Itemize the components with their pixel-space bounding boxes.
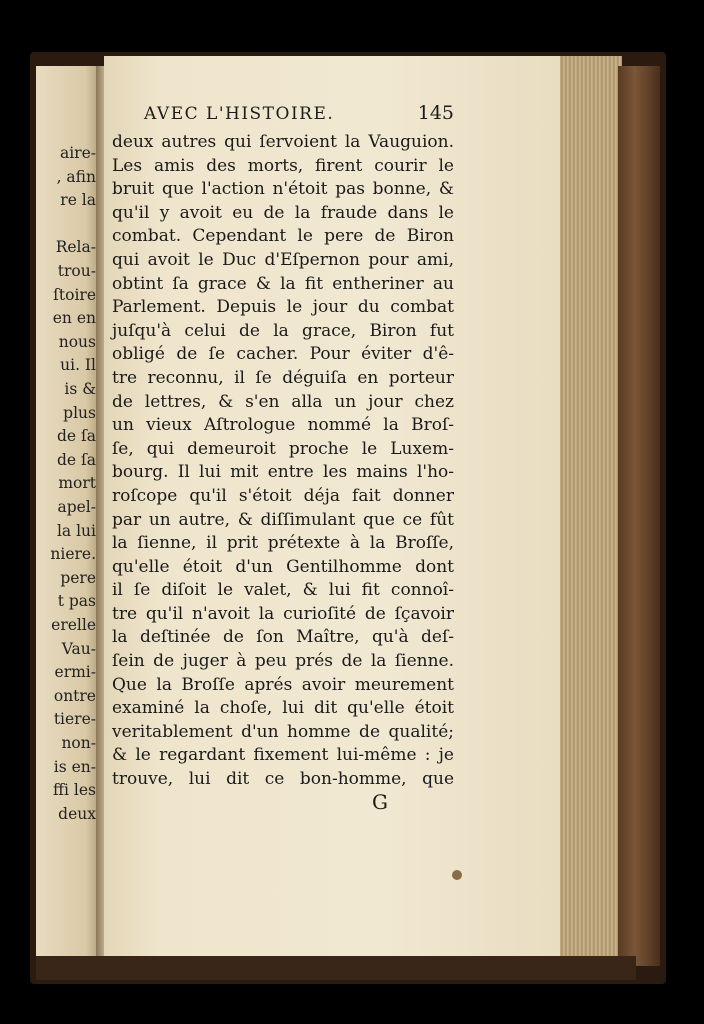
text-line: tre reconnu, il ſe déguiſa en porteur — [112, 367, 454, 388]
text-line: bourg. Il lui mit entre les mains l'ho- — [112, 462, 454, 483]
left-page-fragment: mort — [58, 474, 96, 493]
text-line: qu'elle étoit d'un Gentilhomme dont — [112, 556, 454, 577]
left-page-fragment: ffi les — [53, 781, 96, 800]
left-page-fragment: pere — [60, 568, 96, 587]
left-page-fragment: is en- — [53, 757, 96, 776]
text-line: obligé de ſe cacher. Pour éviter d'ê- — [112, 344, 454, 365]
left-page-fragment: re la — [60, 191, 96, 210]
text-line: de lettres, & s'en alla un jour chez — [112, 391, 454, 412]
left-page-fragment: erelle — [51, 616, 96, 634]
left-page-fragment: ſtoire — [53, 285, 96, 304]
left-page-fragment: trou- — [57, 262, 96, 280]
text-line: trouve, lui dit ce bon-homme, que — [112, 769, 454, 790]
left-page-fragment: de ſa — [57, 450, 96, 469]
left-page-fragment: apel- — [57, 498, 96, 516]
text-line: la ſienne, il prit prétexte à la Broſſe, — [112, 533, 454, 554]
text-line: Parlement. Depuis le jour du combat — [112, 297, 454, 318]
text-line: ſein de juger à peu prés de la ſienne. — [112, 651, 454, 672]
running-title: AVEC L'HISTOIRE. — [144, 104, 335, 124]
text-line: combat. Cependant le pere de Biron — [112, 226, 454, 247]
text-line: la deſtinée de ſon Maître, qu'à deſ- — [112, 627, 454, 648]
left-page-fragment: deux — [58, 804, 96, 823]
left-page-fragment: non- — [61, 734, 96, 752]
left-page-fragment: ui. Il — [60, 356, 96, 375]
left-page-fragment: ontre — [53, 686, 96, 705]
text-line: il ſe diſoit le valet, & lui fit connoî- — [112, 580, 454, 601]
page-edges — [560, 56, 622, 962]
text-line: qu'il y avoit eu de la fraude dans le — [112, 202, 454, 223]
text-line: veritablement d'un homme de qualité; — [112, 721, 454, 742]
text-line: Les amis des morts, firent courir le — [112, 155, 454, 176]
book-spine — [618, 66, 660, 966]
text-line: & le regardant fixement lui-même : je — [112, 745, 454, 766]
text-line: obtint ſa grace & la fit entheriner au — [112, 273, 454, 294]
text-line: bruit que l'action n'étoit pas bonne, & — [112, 179, 454, 200]
text-line: Que la Broſſe aprés avoir meurement — [112, 674, 454, 695]
left-page-fragment: t pas — [57, 592, 96, 611]
text-line: ſe, qui demeuroit proche le Luxem- — [112, 438, 454, 459]
text-line: roſcope qu'il s'étoit déja fait donner — [112, 485, 454, 506]
left-page-fragment: aire- — [59, 144, 96, 162]
left-page-fragment: nous — [58, 332, 96, 351]
text-line: un vieux Aſtrologue nommé la Broſ- — [112, 415, 454, 436]
ink-spot — [452, 870, 462, 880]
body-text — [112, 131, 454, 792]
running-header — [104, 104, 454, 134]
left-page — [36, 66, 98, 958]
left-page-fragment: , afin — [56, 167, 96, 186]
left-page-fragment: is & — [64, 380, 96, 398]
left-page-fragment: Rela- — [55, 238, 96, 257]
text-line: examiné la choſe, lui dit qu'elle étoit — [112, 698, 454, 719]
text-line: tre qu'il n'avoit la curioſité de ſçavoir — [112, 603, 454, 624]
left-page-fragment: en en — [52, 309, 96, 328]
text-line: juſqu'à celui de la grace, Biron fut — [112, 320, 454, 341]
text-line: deux autres qui ſervoient la Vauguion. — [112, 132, 454, 152]
page-number: 145 — [417, 102, 454, 124]
left-page-fragment: la lui — [56, 521, 96, 540]
left-page-fragment: niere. — [50, 545, 96, 564]
text-line: par un autre, & diſſimulant que ce fût — [112, 509, 454, 530]
left-page-fragment: ermi- — [54, 663, 96, 682]
left-page-fragment: tiere- — [53, 710, 96, 729]
left-page-fragment: plus — [63, 403, 96, 422]
book-bottom-edge — [36, 956, 636, 980]
left-page-fragment: Vau- — [61, 639, 96, 658]
signature-mark: G — [372, 790, 388, 814]
text-line: qui avoit le Duc d'Eſpernon pour ami, — [112, 249, 454, 270]
left-page-fragment: de ſa — [57, 427, 96, 446]
